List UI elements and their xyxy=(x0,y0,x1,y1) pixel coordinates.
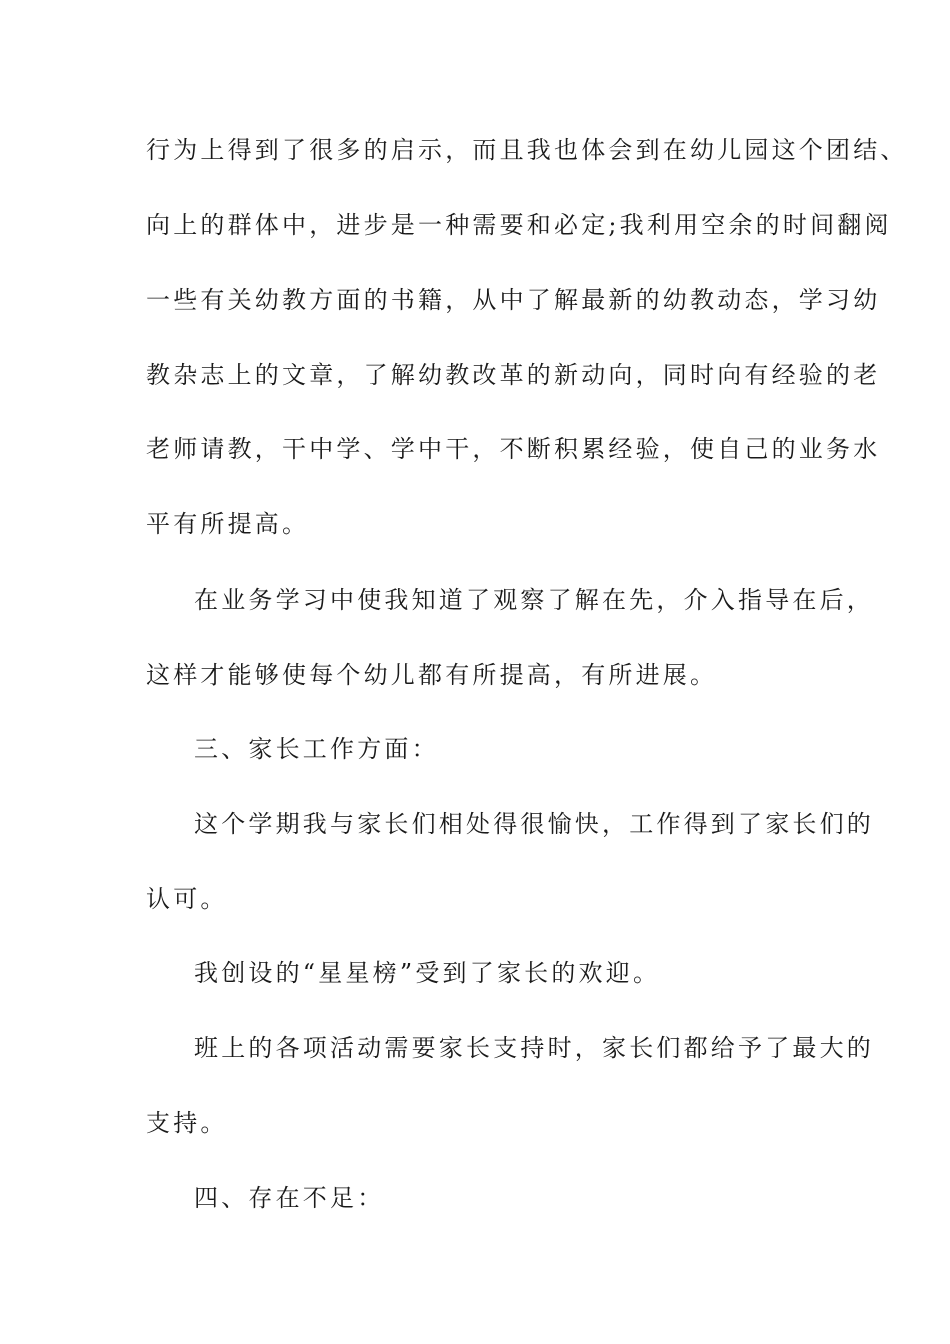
paragraph-line: 向上的群体中，进步是一种需要和必定;我利用空余的时间翻阅 xyxy=(146,211,892,239)
paragraph-line: 一些有关幼教方面的书籍，从中了解最新的幼教动态，学习幼 xyxy=(146,286,881,314)
paragraph-line: 行为上得到了很多的启示，而且我也体会到在幼儿园这个团结、 xyxy=(146,136,908,164)
paragraph-line: 老师请教，干中学、学中干，不断积累经验，使自己的业务水 xyxy=(146,435,881,463)
paragraph-line: 在业务学习中使我知道了观察了解在先，介入指导在后， xyxy=(194,586,874,614)
paragraph-line: 教杂志上的文章，了解幼教改革的新动向，同时向有经验的老 xyxy=(146,361,881,389)
section-heading: 四、存在不足： xyxy=(194,1184,385,1212)
paragraph-line: 这样才能够使每个幼儿都有所提高，有所进展。 xyxy=(146,661,718,689)
paragraph-line: 认可。 xyxy=(146,885,228,913)
section-heading: 三、家长工作方面： xyxy=(194,735,439,763)
paragraph-line: 班上的各项活动需要家长支持时，家长们都给予了最大的 xyxy=(194,1034,874,1062)
paragraph-line: 支持。 xyxy=(146,1109,228,1137)
paragraph-line: 这个学期我与家长们相处得很愉快，工作得到了家长们的 xyxy=(194,810,874,838)
paragraph-line: 我创设的“星星榜”受到了家长的欢迎。 xyxy=(194,959,661,987)
paragraph-line: 平有所提高。 xyxy=(146,510,310,538)
